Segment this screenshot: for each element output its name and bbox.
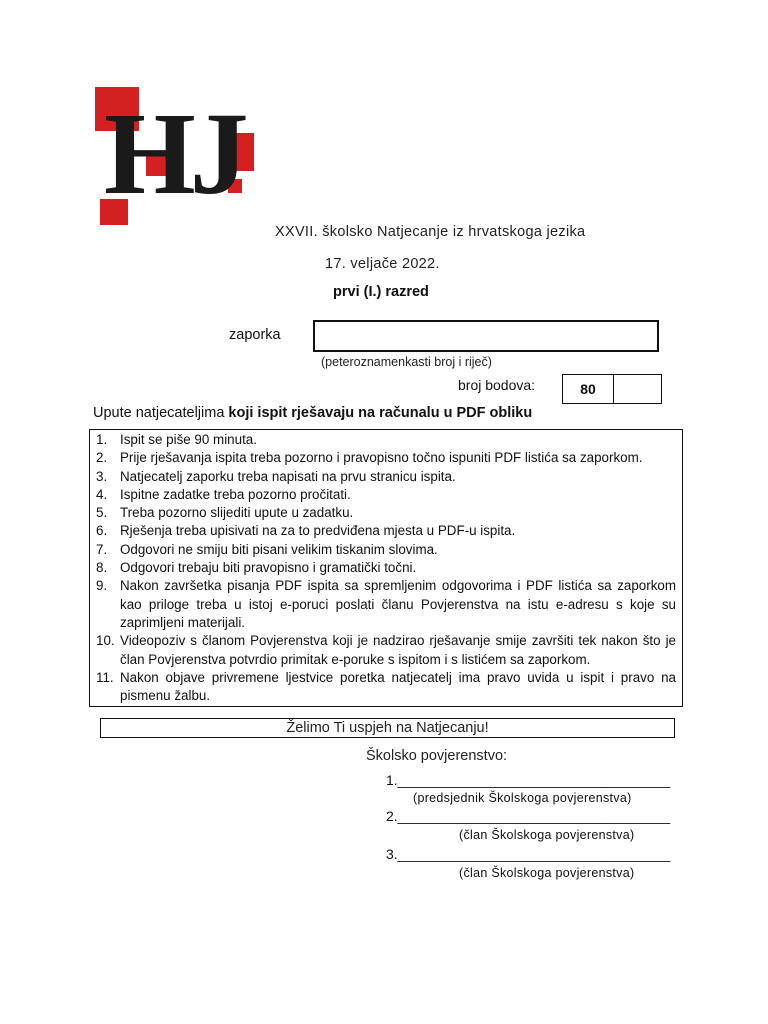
item-text: Nakon objave privremene ljestvice poretka natjecatelj ima pravo uvida u ispit i pravo na pismenu žalbu. bbox=[120, 669, 676, 704]
item-number: 2. bbox=[96, 450, 108, 466]
zaporka-field[interactable] bbox=[313, 320, 659, 352]
instructions-list bbox=[96, 431, 676, 705]
instructions-title bbox=[93, 405, 532, 421]
item-number: 8. bbox=[96, 560, 108, 576]
item-text: Odgovori trebaju biti pravopisno i gramatički točni. bbox=[120, 560, 417, 576]
list-item bbox=[96, 577, 676, 632]
list-item bbox=[96, 632, 676, 669]
signature-caption-2: (član Školskoga povjerenstva) bbox=[459, 828, 635, 842]
item-number: 6. bbox=[96, 523, 108, 539]
item-number: 1. bbox=[96, 432, 108, 447]
signature-line-2[interactable]: 2.___________________________________ bbox=[386, 808, 671, 824]
hj-logo bbox=[92, 85, 262, 225]
item-text: Ispitne zadatke treba pozorno pročitati. bbox=[120, 486, 351, 502]
list-item bbox=[96, 486, 676, 504]
item-text: Prije rješavanja ispita treba pozorno i pravopisno točno ispuniti PDF listića sa zaporkom. bbox=[120, 450, 643, 466]
zaporka-hint: (peteroznamenkasti broj i riječ) bbox=[321, 355, 492, 369]
item-number: 7. bbox=[96, 541, 108, 557]
committee-title: Školsko povjerenstvo: bbox=[366, 748, 508, 764]
item-number: 5. bbox=[96, 505, 108, 521]
item-number: 3. bbox=[96, 468, 108, 484]
signature-line-3[interactable]: 3.___________________________________ bbox=[386, 846, 671, 862]
list-item bbox=[96, 541, 676, 559]
points-max: 80 bbox=[563, 375, 614, 403]
list-item bbox=[96, 468, 676, 486]
signature-caption-3: (član Školskoga povjerenstva) bbox=[459, 866, 635, 880]
item-number: 9. bbox=[96, 578, 108, 594]
good-luck-banner: Želimo Ti uspjeh na Natjecanju! bbox=[100, 718, 675, 738]
competition-date: 17. veljače 2022. bbox=[325, 256, 440, 272]
points-achieved-field[interactable] bbox=[614, 375, 661, 403]
item-text: Ispit se piše 90 minuta. bbox=[120, 432, 257, 447]
instructions-box bbox=[89, 429, 683, 707]
logo-text: HJ bbox=[104, 88, 243, 219]
competition-title: XXVII. školsko Natjecanje iz hrvatskoga jezika bbox=[275, 224, 586, 240]
item-number: 10. bbox=[96, 633, 115, 649]
item-text: Odgovori ne smiju biti pisani velikim tiskanim slovima. bbox=[120, 541, 438, 557]
list-item bbox=[96, 449, 676, 467]
item-number: 4. bbox=[96, 486, 108, 502]
item-text: Videopoziv s članom Povjerenstva koji je nadzirao rješavanje smije završiti tek nakon što je član Povjerenstva potvrdio primitak e-poruke s ispitom i s listićem sa zaporkom. bbox=[120, 633, 676, 667]
list-item bbox=[96, 522, 676, 540]
instructions-title-bold: koji ispit rješavaju na računalu u PDF obliku bbox=[228, 405, 533, 421]
signature-line-1[interactable]: 1.___________________________________ bbox=[386, 772, 671, 788]
zaporka-label: zaporka bbox=[229, 327, 281, 343]
item-text: Nakon završetka pisanja PDF ispita sa spremljenim odgovorima i PDF listića sa zaporkom kao priloge treba u istoj e-poruci poslati članu Povjerenstva na istu e-adresu s koje su zaprimljeni materijali. bbox=[120, 578, 676, 630]
instructions-title-normal: Upute natjecateljima bbox=[93, 405, 229, 421]
item-text: Natjecatelj zaporku treba napisati na prvu stranicu ispita. bbox=[120, 468, 456, 484]
list-item bbox=[96, 559, 676, 577]
list-item bbox=[96, 504, 676, 522]
grade-label: prvi (I.) razred bbox=[333, 284, 429, 300]
list-item bbox=[96, 431, 676, 449]
signature-caption-1: (predsjednik Školskoga povjerenstva) bbox=[413, 791, 632, 805]
item-text: Rješenja treba upisivati na za to predviđena mjesta u PDF-u ispita. bbox=[120, 523, 516, 539]
logo-letters bbox=[92, 85, 262, 225]
points-box bbox=[562, 374, 662, 404]
item-number: 11. bbox=[96, 669, 114, 685]
points-label: broj bodova: bbox=[458, 377, 536, 393]
item-text: Treba pozorno slijediti upute u zadatku. bbox=[120, 505, 354, 521]
list-item bbox=[96, 669, 676, 706]
